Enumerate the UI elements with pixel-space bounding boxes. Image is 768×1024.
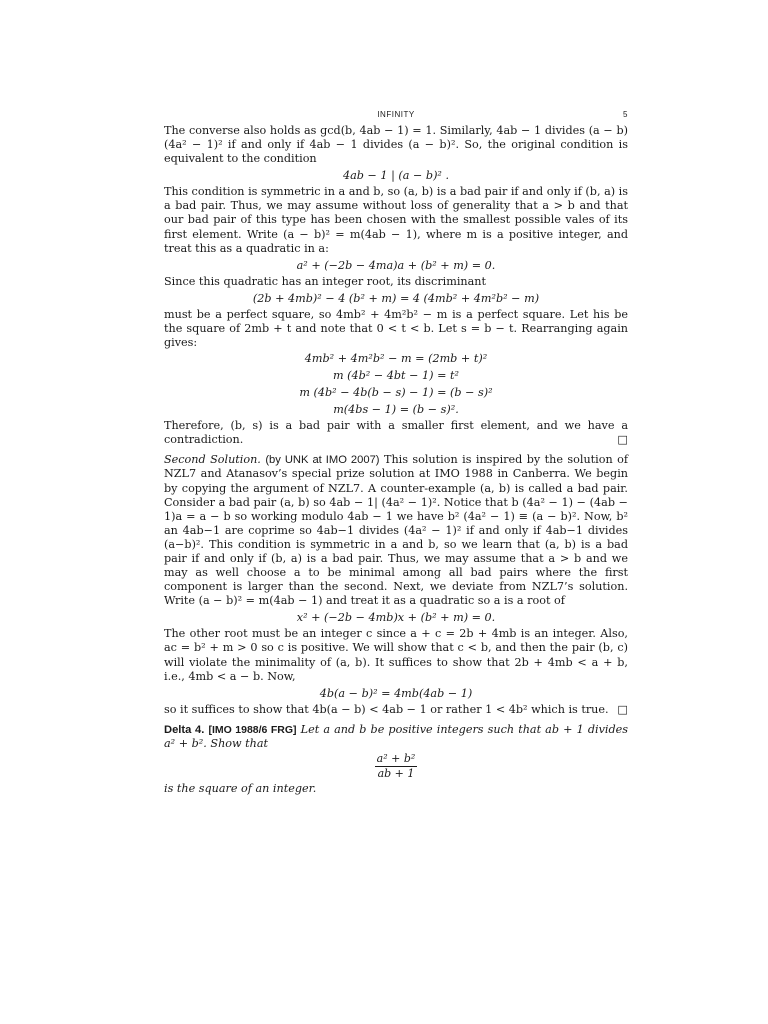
- paragraph-second-solution: [164, 453, 628, 608]
- paragraph-symmetry: This condition is symmetric in a and b, so (a, b) is a bad pair if and only if (b, a) is a bad pair. Thus, we may assume without loss of generality that a > b and that our bad pair of this type has been chosen with the smallest possible vales of its first element. Write (a − b)² = m(4ab − 1), where m is a positive integer, and treat this as a quadratic in a:: [164, 185, 628, 255]
- equation-discriminant: (2b + 4mb)² − 4 (b² + m) = 4 (4mb² + 4m²b² − m): [252, 291, 540, 305]
- running-title: INFINITY: [377, 110, 415, 119]
- equation-line: m (4b² − 4bt − 1) = t²: [333, 369, 459, 383]
- paragraph-conclusion: [164, 703, 628, 717]
- second-solution-text: This solution is inspired by the solution of NZL7 and Atanasov’s special prize solution at IMO 1988 in Canberra. We begin by copying the argument of NZL7. A counter-example (a, b) is called a bad pair. Consider a bad pair (a, b) so 4ab − 1| (4a² − 1)². Notice that b (4a² − 1) − (4ab − 1)a = a − b so working modulo 4ab − 1 we have b² (4a² − 1) ≡ (a − b)². Now, b² an 4ab−1 are coprime so 4ab−1 divides (4a² − 1)² if and only if 4ab−1 divides (a−b)². This condition is symmetric in a and b, so we learn that (a, b) is a bad pair if and only if (b, a) is a bad pair. Thus, we may assume that a > b and we may as well choose a to be minimal among all bad pairs where the first component is larger than the second. Next, we deviate from NZL7’s solution. Write (a − b)² = m(4ab − 1) and treat it as a quadratic so a is a root of: [164, 453, 629, 608]
- conclusion-text: so it suffices to show that 4b(a − b) < 4ab − 1 or rather 1 < 4b² which is true.: [164, 702, 609, 716]
- page-number: 5: [623, 110, 628, 119]
- equation-quadratic-in-a: a² + (−2b − 4ma)a + (b² + m) = 0.: [296, 258, 496, 272]
- paragraph-other-root: The other root must be an integer c since a + c = 2b + 4mb is an integer. Also, ac = b² + m > 0 so c is positive. We will show that c < b, and then the pair (b, c) will violate the minimality of (a, b). It suffices to show that 2b + 4mb < a + b, i.e., 4mb < a − b. Now,: [164, 627, 628, 683]
- paragraph-contradiction: [164, 419, 628, 447]
- delta-fraction: [164, 752, 628, 781]
- paragraph-converse: The converse also holds as gcd(b, 4ab − 1) = 1. Similarly, 4ab − 1 divides (a − b)(4a² − 1)² if and only if 4ab − 1 divides (a − b)². So, the original condition is equivalent to the condition: [164, 124, 628, 166]
- delta-conclusion: is the square of an integer.: [164, 782, 317, 795]
- second-solution-source: (by UNK at IMO 2007): [265, 454, 380, 467]
- fraction-denominator: ab + 1: [377, 767, 415, 780]
- equation-line: 4mb² + 4m²b² − m = (2mb + t)²: [304, 352, 488, 366]
- qed-symbol: □: [617, 702, 628, 716]
- delta-heading: Delta 4.: [164, 723, 205, 736]
- delta-statement: Let a and b be positive integers such that ab + 1 divides a² + b². Show that: [164, 722, 628, 750]
- qed-symbol: □: [617, 433, 628, 447]
- page: [164, 110, 628, 796]
- second-solution-label: Second Solution.: [164, 453, 261, 467]
- equation-line: m (4b² − 4b(b − s) − 1) = (b − s)²: [299, 386, 493, 400]
- delta-source: [IMO 1988/6 FRG]: [208, 723, 297, 736]
- page-header: [164, 110, 628, 124]
- paragraph-perfect-square: must be a perfect square, so 4mb² + 4m²b² − m is a perfect square. Let his be the square of 2mb + t and note that 0 < t < b. Let s = b − t. Rearranging again gives:: [164, 307, 628, 350]
- equation-block-rearranging: [164, 351, 628, 418]
- fraction-numerator: a² + b²: [376, 752, 416, 765]
- equation-line: m(4bs − 1) = (b − s)².: [333, 403, 459, 417]
- contradiction-text: Therefore, (b, s) is a bad pair with a smaller first element, and we have a contradiction.: [164, 419, 628, 447]
- equation-divisibility-condition: 4ab − 1 | (a − b)² .: [342, 169, 450, 183]
- equation-final: 4b(a − b)² = 4mb(4ab − 1): [319, 686, 473, 700]
- paragraph-discriminant-intro: Since this quadratic has an integer root, its discriminant: [164, 274, 487, 288]
- delta-problem: [164, 723, 628, 751]
- equation-quadratic-in-x: x² + (−2b − 4mb)x + (b² + m) = 0.: [296, 611, 496, 625]
- fraction: [375, 752, 418, 781]
